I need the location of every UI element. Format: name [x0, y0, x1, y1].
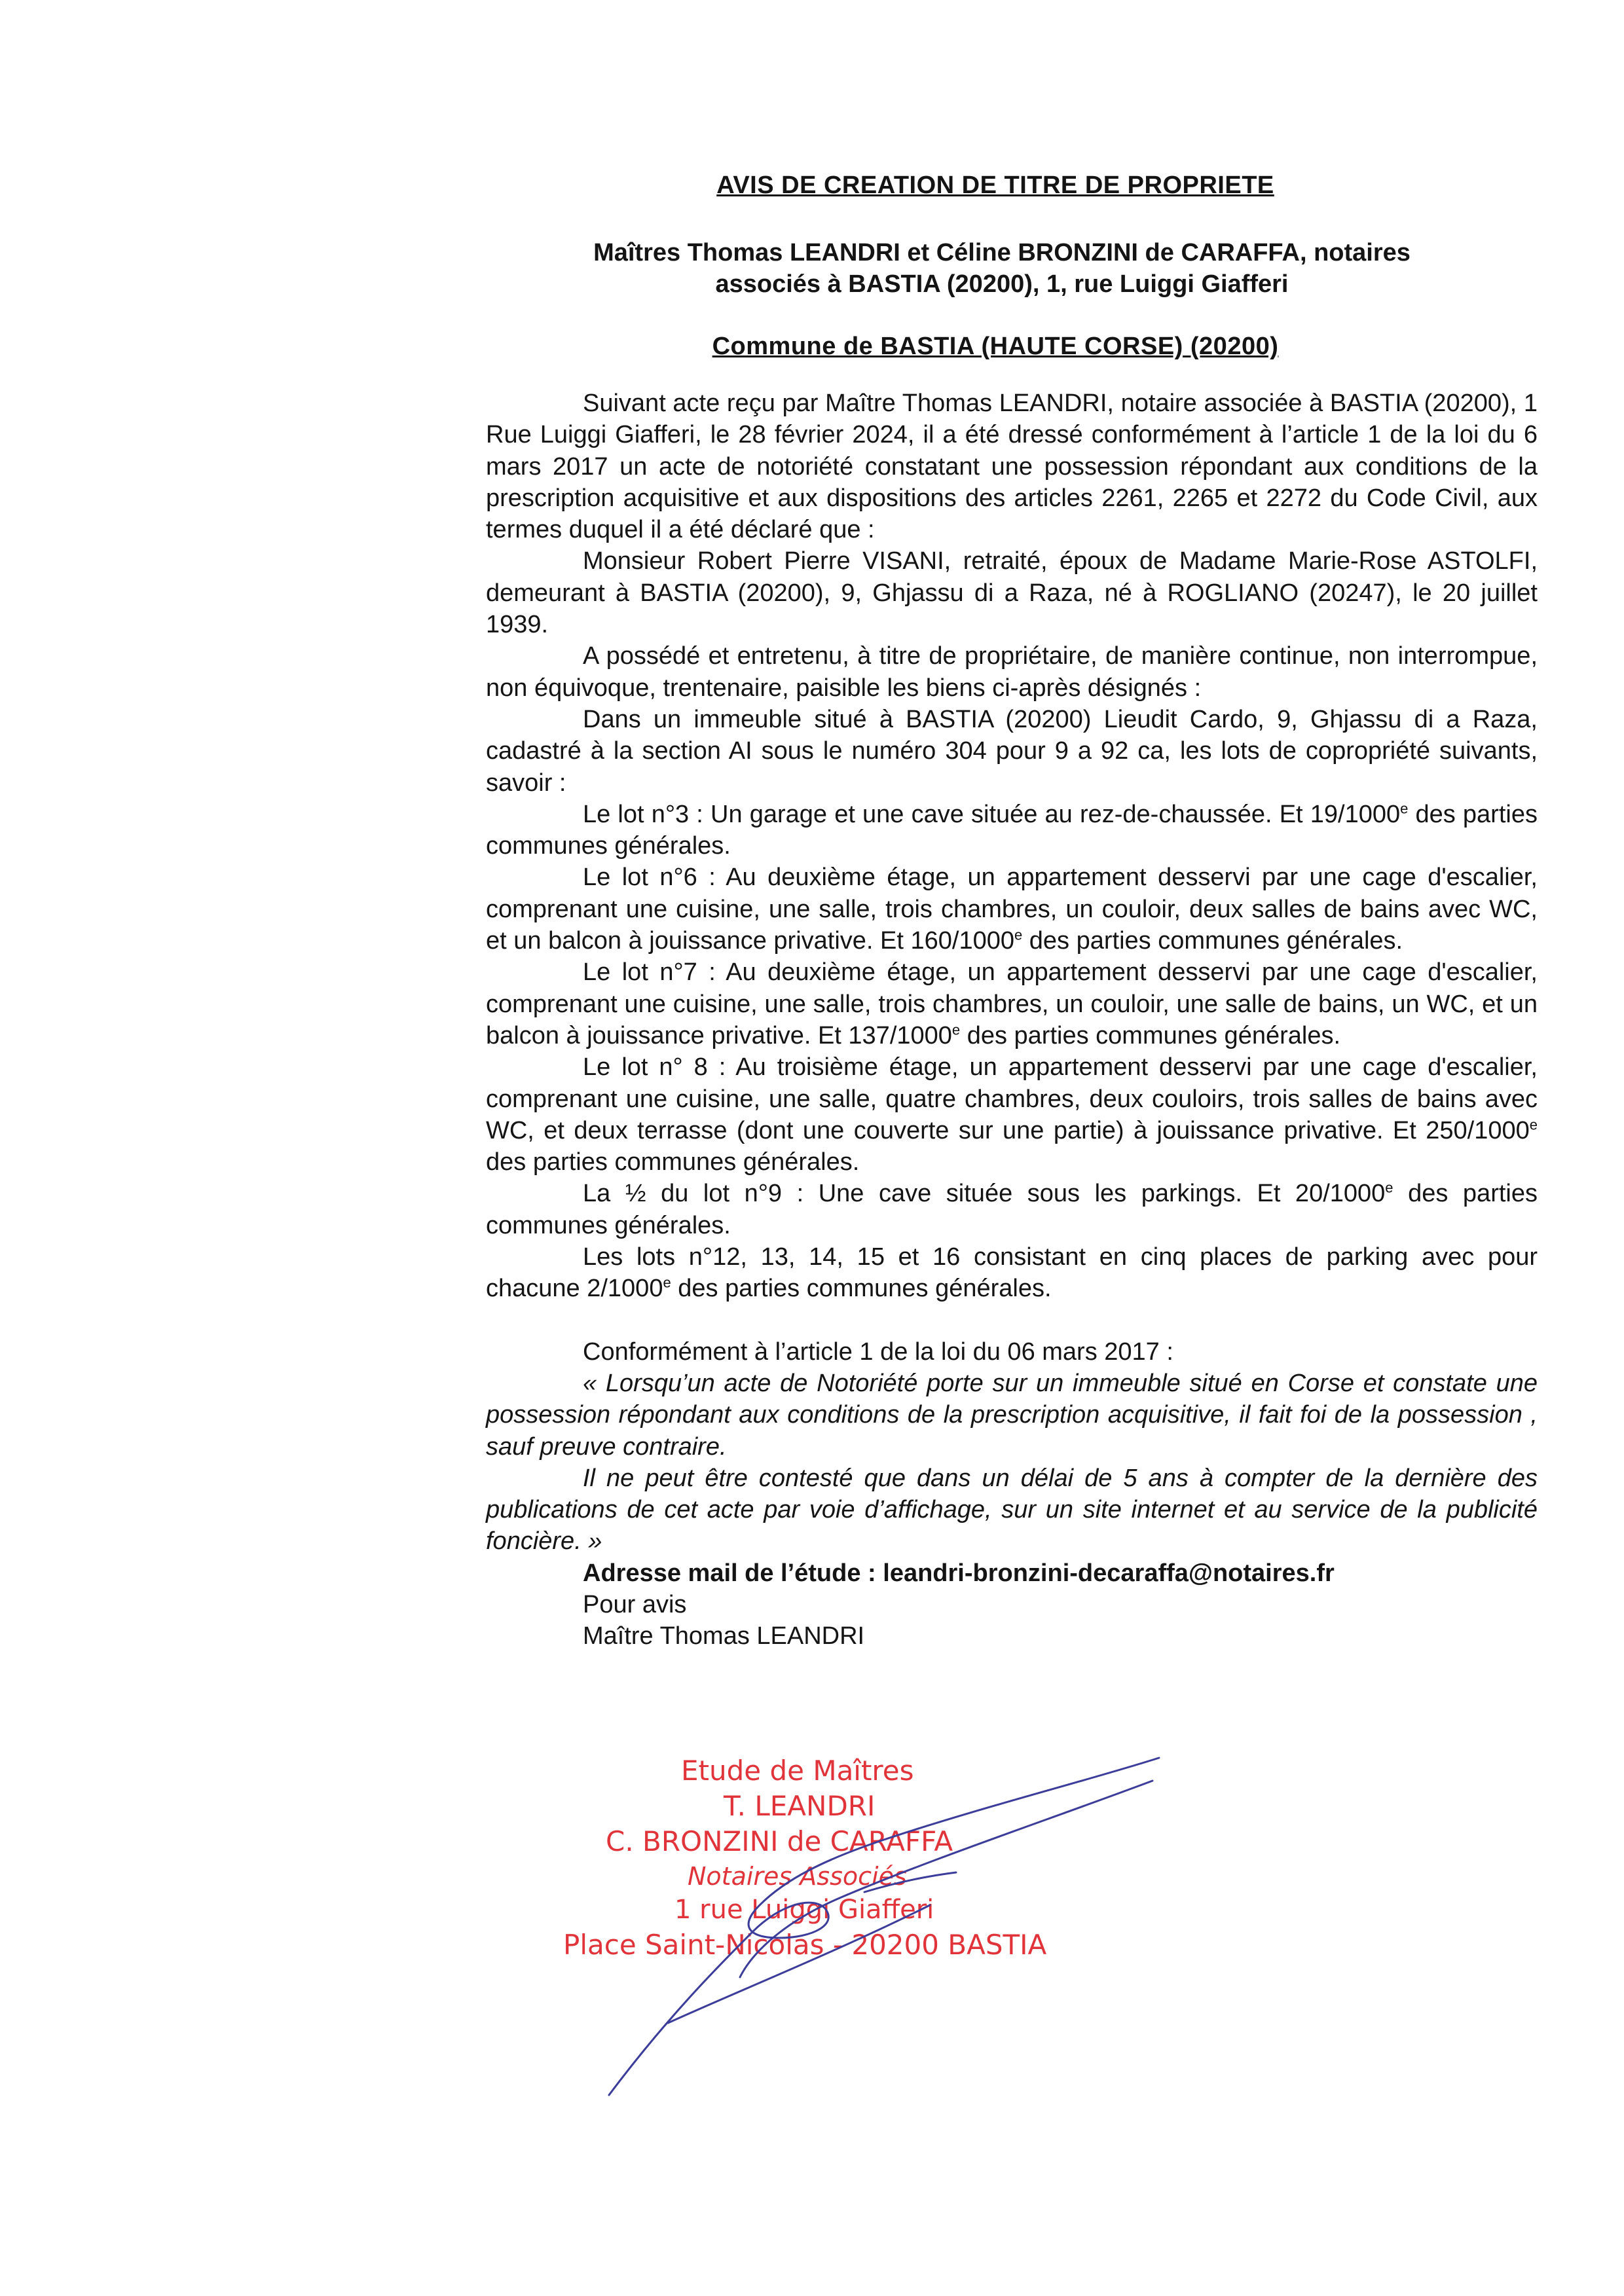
commune-heading: Commune de BASTIA (HAUTE CORSE) (20200): [712, 333, 1279, 360]
email-line: Adresse mail de l’étude : leandri-bronzini-decaraffa@notaires.fr: [583, 1559, 1335, 1587]
conformement-paragraph: Conformément à l’article 1 de la loi du 06 mars 2017 :: [583, 1338, 1173, 1366]
lot-6-paragraph: Le lot n°6 : Au deuxième étage, un appartement desservi par une cage d'escalier, comprenant une cuisine, une salle, trois chambres, un couloir, deux salles de bains avec WC, et un balcon à jouissance privative. Et 160/1000e des parties communes générales.: [486, 864, 1538, 955]
law-quote-2: Il ne peut être contesté que dans un délai de 5 ans à compter de la dernière des publications de cet acte par voie d’affichage, sur un site internet et au service de la publicité foncière. »: [486, 1464, 1538, 1556]
lot-7-paragraph: Le lot n°7 : Au deuxième étage, un appartement desservi par une cage d'escalier, comprenant une cuisine, une salle, trois chambres, un couloir, une salle de bains, un WC, et un balcon à jouissance privative. Et 137/1000e des parties communes générales.: [486, 958, 1538, 1049]
notaries-line-1: Maîtres Thomas LEANDRI et Céline BRONZINI de CARAFFA, notaires: [593, 239, 1411, 266]
intro-paragraph: Suivant acte reçu par Maître Thomas LEANDRI, notaire associée à BASTIA (20200), 1 Rue Luiggi Giafferi, le 28 février 2024, il a été dressé conformément à l’article 1 de la loi du 6 mars 2017 un acte de notoriété constatant une possession répondant aux conditions de la prescription acquisitive et aux dispositions des articles 2261, 2265 et 2272 du Code Civil, aux termes duquel il a été déclaré que :: [486, 390, 1538, 544]
parking-lots-paragraph: Les lots n°12, 13, 14, 15 et 16 consistant en cinq places de parking avec pour chacune 2/1000e des parties communes générales.: [486, 1243, 1538, 1303]
notaries-line-2: associés à BASTIA (20200), 1, rue Luiggi Giafferi: [715, 270, 1289, 298]
law-quote-1: « Lorsqu’un acte de Notoriété porte sur un immeuble situé en Corse et constate une possession répondant aux conditions de la prescription acquisitive, il fait foi de la possession , sauf preuve contraire.: [486, 1369, 1538, 1461]
signatory-name: Maître Thomas LEANDRI: [583, 1622, 865, 1650]
stamp-line-1: Etude de Maîtres: [681, 1755, 914, 1787]
person-paragraph: Monsieur Robert Pierre VISANI, retraité, époux de Madame Marie-Rose ASTOLFI, demeurant à BASTIA (20200), 9, Ghjassu di a Raza, né à ROGLIANO (20247), le 20 juillet 1939.: [486, 547, 1538, 639]
document-body: [486, 388, 1538, 1652]
stamp-line-6: Place Saint-Nicolas - 20200 BASTIA: [563, 1929, 1047, 1961]
possession-paragraph: A possédé et entretenu, à titre de propriétaire, de manière continue, non interrompue, non équivoque, trentenaire, paisible les biens ci-après désignés :: [486, 642, 1538, 702]
stamp-line-2: T. LEANDRI: [724, 1790, 876, 1822]
stamp-line-3: C. BRONZINI de CARAFFA: [606, 1825, 953, 1857]
lot-3-paragraph: Le lot n°3 : Un garage et une cave située au rez-de-chaussée. Et 19/1000e des parties communes générales.: [486, 800, 1538, 860]
handwritten-signature: [589, 1741, 1179, 2108]
lot-9-paragraph: La ½ du lot n°9 : Une cave située sous les parkings. Et 20/1000e des parties communes générales.: [486, 1179, 1538, 1239]
lot-8-paragraph: Le lot n° 8 : Au troisième étage, un appartement desservi par une cage d'escalier, comprenant une cuisine, une salle, quatre chambres, deux couloirs, trois salles de bains avec WC, et deux terrasse (dont une couverte sur une partie) à jouissance privative. Et 250/1000e des parties communes générales.: [486, 1053, 1538, 1176]
stamp-line-4: Notaires Associés: [688, 1862, 907, 1891]
stamp-line-5: 1 rue Luiggi Giafferi: [674, 1895, 934, 1925]
notaries-heading: [485, 237, 1519, 300]
pour-avis: Pour avis: [583, 1590, 687, 1618]
building-paragraph: Dans un immeuble situé à BASTIA (20200) Lieudit Cardo, 9, Ghjassu di a Raza, cadastré à la section AI sous le numéro 304 pour 9 a 92 ca, les lots de copropriété suivants, savoir :: [486, 705, 1538, 797]
document-title: AVIS DE CREATION DE TITRE DE PROPRIETE: [716, 172, 1274, 199]
